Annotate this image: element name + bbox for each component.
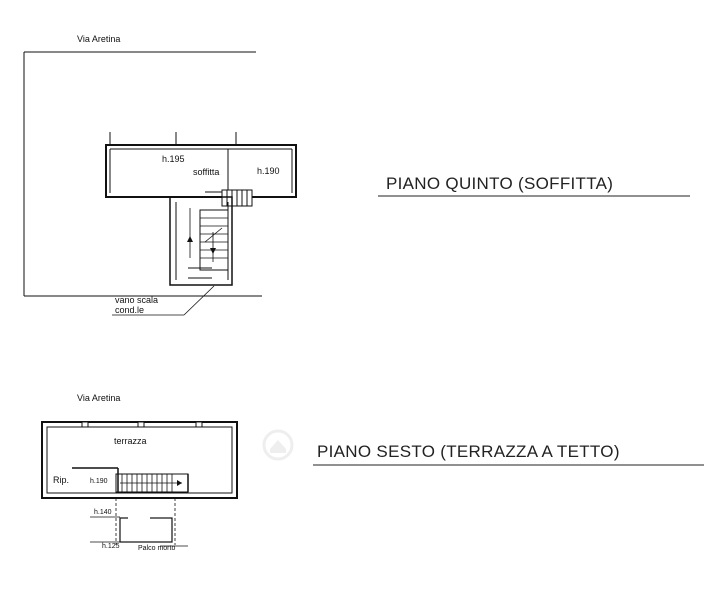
lower-room-ripostiglio: Rip. bbox=[53, 475, 70, 485]
upper-attic-walls bbox=[106, 132, 296, 197]
lower-plan bbox=[42, 393, 704, 552]
lower-street-label: Via Aretina bbox=[77, 393, 121, 403]
upper-street-label: Via Aretina bbox=[77, 34, 121, 44]
upper-stairwell bbox=[170, 197, 232, 285]
lower-plan-title: PIANO SESTO (TERRAZZA A TETTO) bbox=[317, 442, 620, 461]
upper-room-soffitta: soffitta bbox=[193, 167, 220, 177]
watermark-logo-icon bbox=[264, 431, 292, 459]
lower-height-storage: h.190 bbox=[90, 478, 108, 485]
upper-plan-title: PIANO QUINTO (SOFFITTA) bbox=[386, 174, 614, 193]
lower-outer-walls bbox=[42, 422, 237, 498]
lower-height-125: h.125 bbox=[102, 543, 120, 550]
upper-lot-boundary bbox=[24, 52, 262, 296]
upper-plan bbox=[24, 34, 690, 315]
upper-height-left: h.195 bbox=[162, 154, 185, 164]
lower-palco-morto: Palco morto bbox=[138, 545, 176, 552]
lower-height-140: h.140 bbox=[94, 509, 112, 516]
upper-stair-note-line2: cond.le bbox=[115, 305, 145, 315]
upper-height-right: h.190 bbox=[257, 166, 280, 176]
lower-room-terrazza: terrazza bbox=[114, 436, 147, 446]
stair-up-arrow-icon bbox=[187, 236, 193, 242]
stair-down-arrow-icon bbox=[210, 248, 216, 254]
upper-stair-note-line1: vano scala bbox=[115, 295, 159, 305]
lower-section-detail bbox=[90, 498, 188, 546]
terrace-stair-arrow-icon bbox=[177, 480, 182, 486]
